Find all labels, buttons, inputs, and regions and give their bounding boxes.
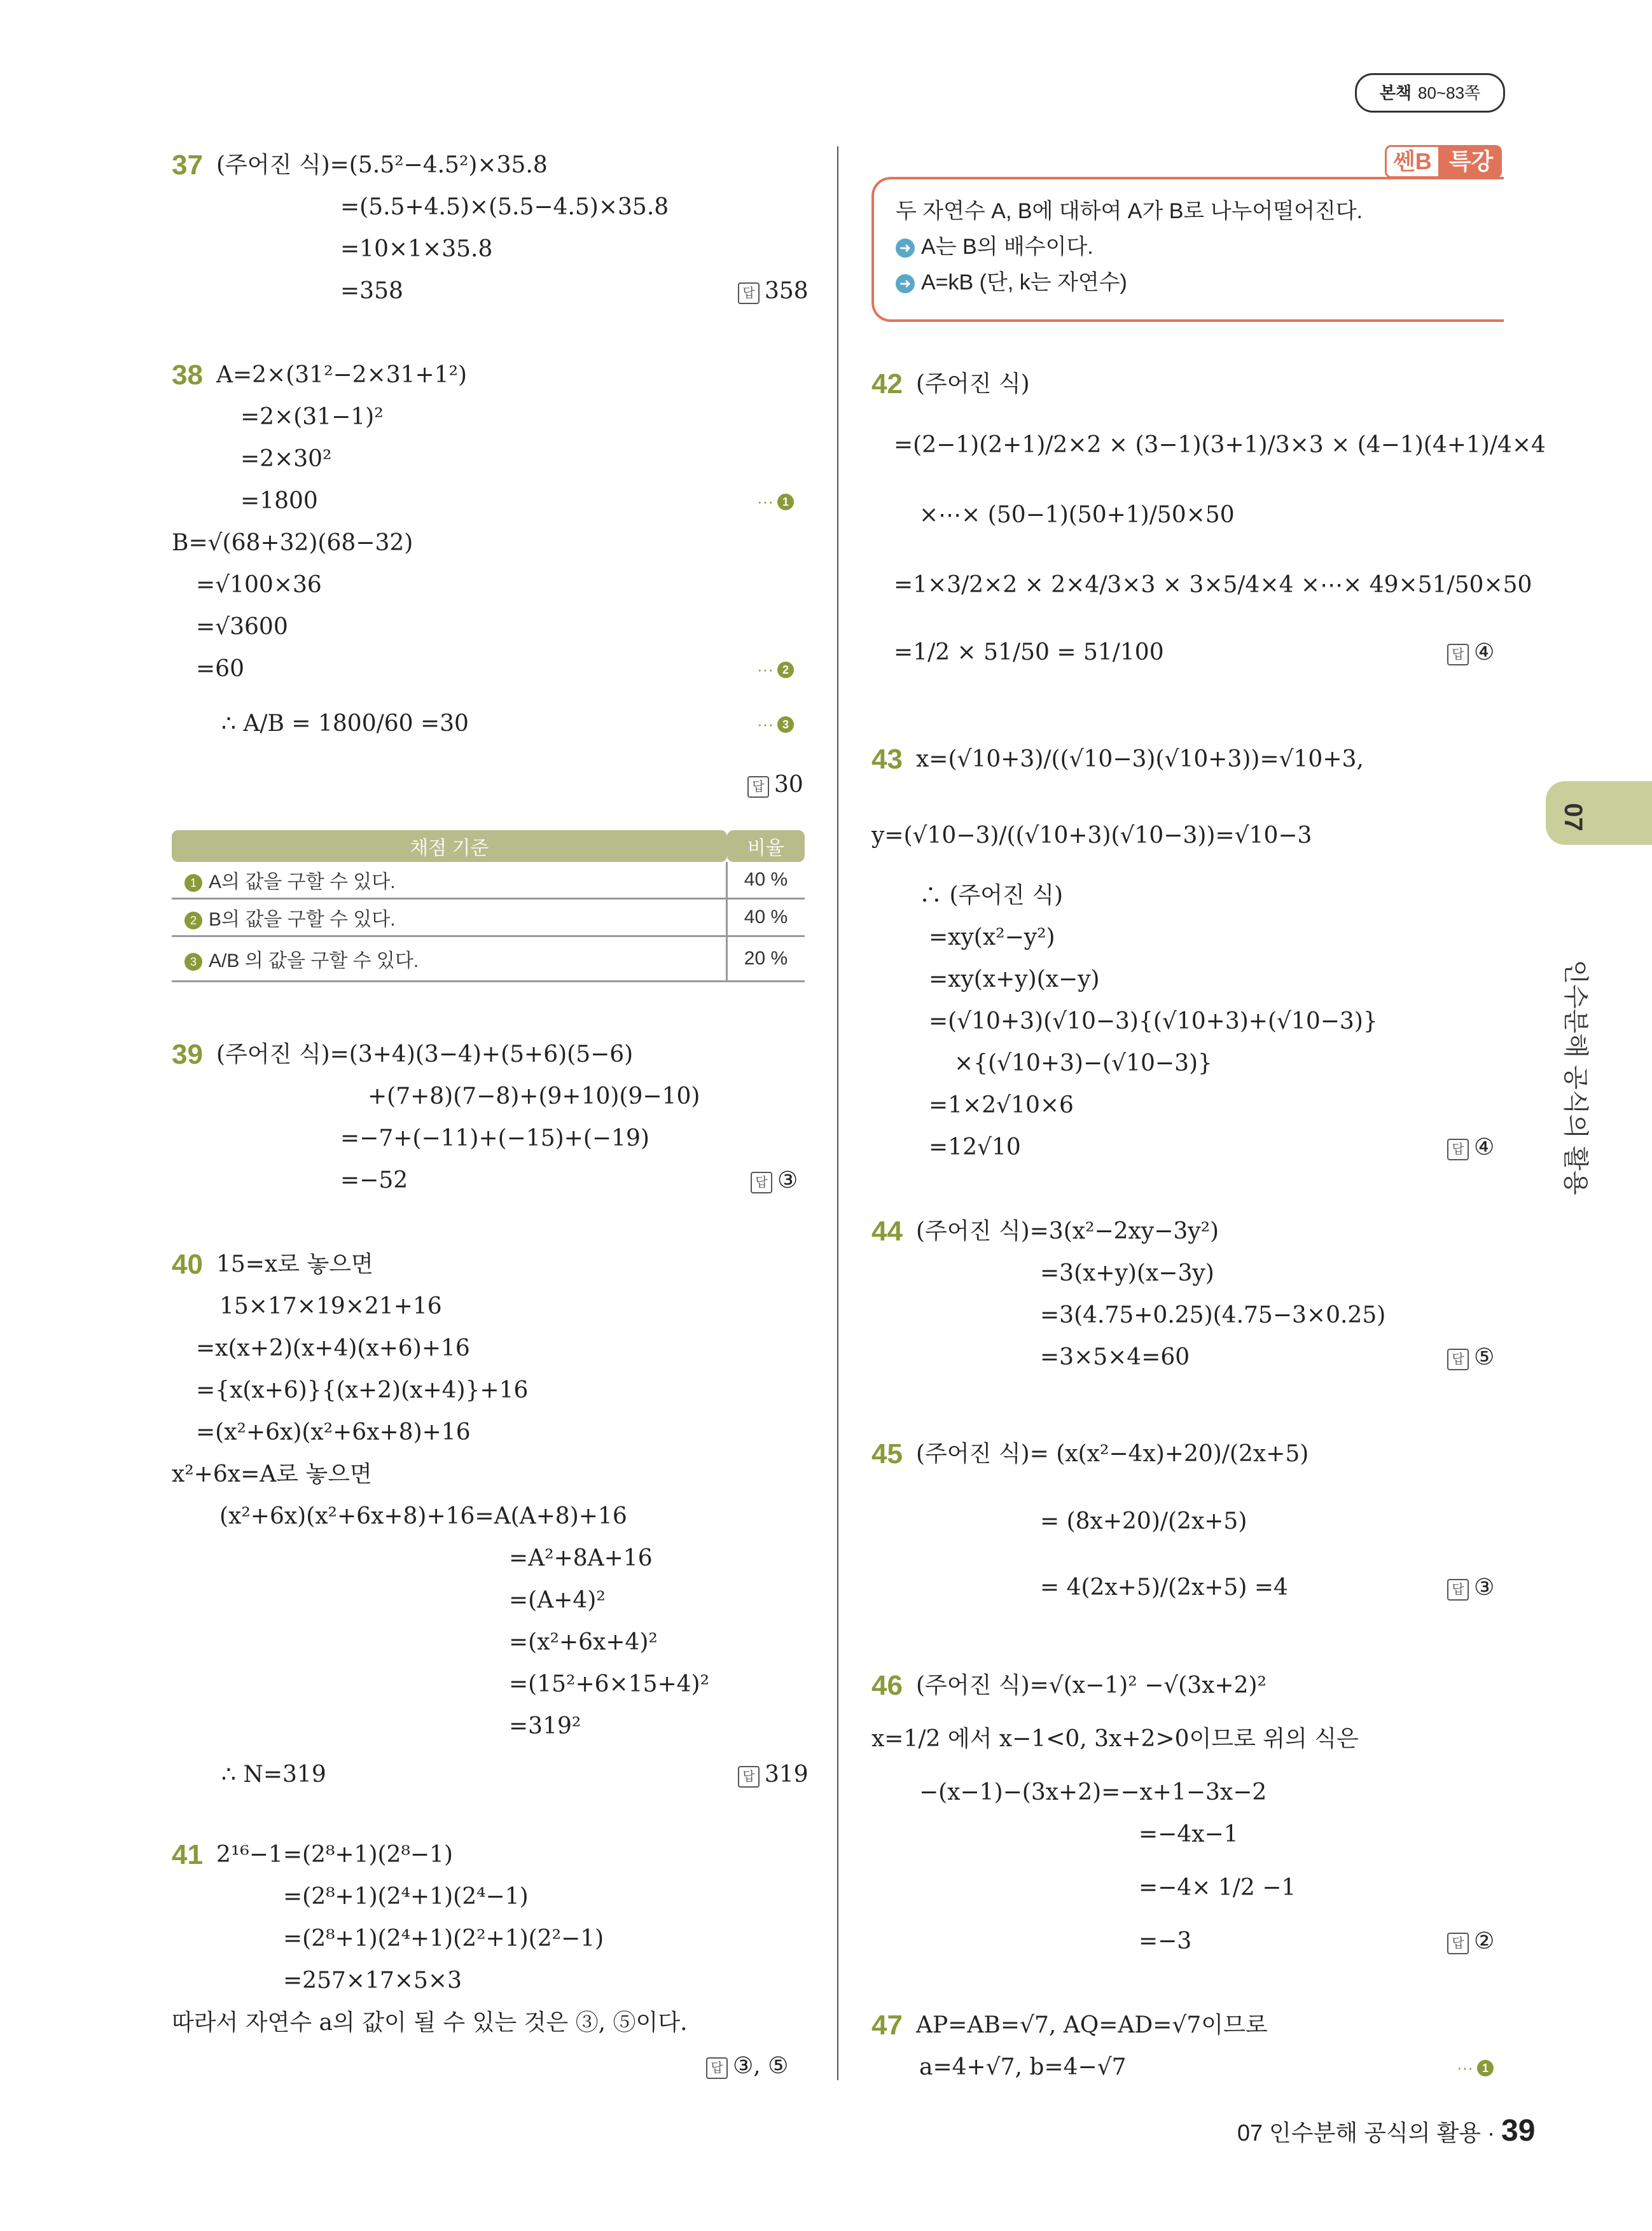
p42-answer: 답 ④ [1447,637,1494,668]
p45-line1: (주어진 식)= (x(x²−4x)+20)/(2x+5) [916,1441,1309,1467]
p41-line5: 따라서 자연수 a의 값이 될 수 있는 것은 ③, ⑤이다. [172,2010,688,2036]
p47-line2: a=4+√7, b=4−√7 [919,2054,1127,2080]
tip-line1: 두 자연수 A, B에 대하여 A가 B로 나누어떨어진다. [896,199,1363,223]
p43-line2: y=(√10−3)/((√10+3)(√10−3))=√10−3 [871,823,1312,849]
p37-answer: 답 358 [738,276,809,307]
p40-line12: =319² [509,1713,581,1739]
tip-line3-row: ➜ A=kB (단, k는 자연수) [896,267,1127,298]
p39-line4: =−52 [340,1167,408,1193]
p38-line9: ∴ A/B = 1800/60 =30 [221,711,469,737]
scoring-criteria-table [172,830,805,982]
p38-line1: A=2×(31²−2×31+1²) [216,362,468,388]
answer-icon: 답 [1447,1349,1469,1370]
p39-line1: (주어진 식)=(3+4)(3−4)+(5+6)(5−6) [216,1041,634,1067]
p41-line4: =257×17×5×3 [283,1968,462,1994]
p38-line2: =2×(31−1)² [240,404,384,430]
answer-icon: 답 [1447,1933,1469,1954]
problem-39-number: 39 [172,1039,203,1070]
p46-answer: 답 ② [1447,1926,1494,1957]
tip-line2-row: ➜ A는 B의 배수이다. [896,232,1093,262]
column-divider [837,146,838,2080]
p44-line3: =3(4.75+0.25)(4.75−3×0.25) [1040,1302,1386,1328]
p43-line1: x=(√10+3)/((√10−3)(√10+3))=√10+3, [916,746,1364,772]
p43-line6: =(√10+3)(√10−3){(√10+3)+(√10−3)} [929,1008,1378,1034]
arrow-right-icon: ➜ [896,274,915,293]
problem-43-number: 43 [871,744,903,775]
p40-answer: 답 319 [738,1760,809,1790]
p42-line1: (주어진 식) [916,371,1030,397]
step-icon: 1 [184,874,202,892]
p38-line4: =1800 [240,488,318,514]
p40-line11: =(15²+6×15+4)² [509,1671,710,1697]
step-2-marker: ··· 2 [757,654,794,685]
step-1-marker: ··· 1 [1457,2052,1494,2083]
p43-line3: ∴ (주어진 식) [919,882,1064,908]
p40-line4: ={x(x+6)}{(x+2)(x+4)}+16 [196,1377,529,1403]
p37-line1: (주어진 식)=(5.5²−4.5²)×35.8 [216,152,548,178]
answer-icon: 답 [1447,1139,1469,1160]
p46-line5: =−4× 1/2 −1 [1139,1875,1296,1901]
ratio-header: 비율 [727,830,805,862]
problem-45-number: 45 [871,1438,903,1470]
p44-answer: 답 ⑤ [1447,1342,1494,1373]
table-row: 1 A의 값을 구할 수 있다. 40 % [172,862,805,899]
p38-answer: 답 30 [747,770,803,800]
table-row: 2 B의 값을 구할 수 있다. 40 % [172,899,805,936]
p45-answer: 답 ③ [1447,1573,1494,1603]
p43-line7: ×{(√10+3)−(√10−3)} [954,1050,1212,1076]
p38-line8: =60 [196,656,244,682]
answer-icon: 답 [706,2057,728,2079]
p38-line6: =√100×36 [196,572,322,598]
p42-line2: =(2−1)(2+1)/2×2 × (3−1)(3+1)/3×3 × (4−1)(4+1)/4×4 [894,432,1546,458]
problem-41-number: 41 [172,1839,203,1870]
step-1-marker: ··· 1 [757,486,794,517]
answer-icon: 답 [747,776,769,798]
p41-line2: =(2⁸+1)(2⁴+1)(2⁴−1) [283,1884,529,1910]
p43-line5: =xy(x+y)(x−y) [929,966,1100,992]
p41-answer: 답 ③, ⑤ [706,2051,788,2082]
chapter-tab-number: 07 [1558,803,1587,831]
arrow-right-icon: ➜ [896,239,915,258]
answer-icon: 답 [738,282,760,304]
p42-line4: =1×3/2×2 × 2×4/3×3 × 3×5/4×4 ×⋯× 49×51/50×50 [894,572,1532,598]
p41-line1: 2¹⁶−1=(2⁸+1)(2⁸−1) [216,1842,453,1868]
answer-icon: 답 [1447,1579,1469,1601]
problem-42-number: 42 [871,368,903,400]
p40-line3: =x(x+2)(x+4)(x+6)+16 [196,1335,470,1361]
tip-tag: 쎈B 특강 [1385,145,1502,178]
p40-line1: 15=x로 놓으면 [216,1251,373,1277]
p45-line3: = 4(2x+5)/(2x+5) =4 [1040,1574,1288,1601]
p39-line2: +(7+8)(7−8)+(9+10)(9−10) [368,1083,700,1109]
criteria-header: 채점 기준 [172,830,727,862]
p38-line5: B=√(68+32)(68−32) [172,530,413,556]
step-icon: 2 [184,912,202,929]
p46-line2: x=1/2 에서 x−1<0, 3x+2>0이므로 위의 식은 [871,1726,1359,1752]
p39-line3: =−7+(−11)+(−15)+(−19) [340,1125,649,1151]
p45-line2: = (8x+20)/(2x+5) [1040,1508,1247,1534]
p43-line9: =12√10 [929,1134,1021,1160]
p37-line3: =10×1×35.8 [340,236,493,262]
p47-line1: AP=AB=√7, AQ=AD=√7이므로 [916,2012,1268,2038]
p41-line3: =(2⁸+1)(2⁴+1)(2²+1)(2²−1) [283,1926,604,1952]
p46-line6: =−3 [1139,1928,1192,1954]
answer-icon: 답 [738,1766,760,1788]
p43-answer: 답 ④ [1447,1132,1494,1163]
p44-line2: =3(x+y)(x−3y) [1040,1260,1214,1286]
p40-line2: 15×17×19×21+16 [219,1293,442,1319]
p38-line7: =√3600 [196,614,288,640]
p46-line1: (주어진 식)=√(x−1)² −√(3x+2)² [916,1672,1267,1699]
p40-line7: (x²+6x)(x²+6x+8)+16=A(A+8)+16 [219,1503,627,1529]
page-footer: 07 인수분해 공식의 활용 · 39 [1237,2114,1536,2148]
p43-line8: =1×2√10×6 [929,1092,1074,1118]
problem-47-number: 47 [871,2010,903,2041]
problem-38-number: 38 [172,359,203,391]
p44-line1: (주어진 식)=3(x²−2xy−3y²) [916,1218,1219,1244]
p40-line8: =A²+8A+16 [509,1545,653,1571]
table-row: 3 A/B 의 값을 구할 수 있다. 20 % [172,936,805,982]
answer-icon: 답 [751,1172,772,1193]
problem-40-number: 40 [172,1249,203,1280]
problem-44-number: 44 [871,1216,903,1247]
step-3-marker: ··· 3 [757,709,794,739]
page-reference: 본책 80~83쪽 [1355,73,1505,113]
page-number: 39 [1501,2114,1536,2148]
p40-line6: x²+6x=A로 놓으면 [172,1461,372,1487]
p37-line2: =(5.5+4.5)×(5.5−4.5)×35.8 [340,194,669,220]
p40-line13: ∴ N=319 [221,1762,326,1788]
p46-line4: =−4x−1 [1139,1821,1239,1847]
p39-answer: 답 ③ [751,1165,798,1196]
p42-line5: =1/2 × 51/50 = 51/100 [894,639,1164,665]
p46-line3: −(x−1)−(3x+2)=−x+1−3x−2 [919,1779,1267,1805]
answer-icon: 답 [1447,644,1469,665]
problem-46-number: 46 [871,1670,903,1701]
p37-line4: =358 [340,278,403,304]
p43-line4: =xy(x²−y²) [929,924,1055,950]
problem-37-number: 37 [172,149,203,181]
p40-line9: =(A+4)² [509,1587,606,1613]
step-icon: 3 [184,953,202,971]
p38-line3: =2×30² [240,446,332,472]
p40-line10: =(x²+6x+4)² [509,1629,658,1655]
p42-line3: ×⋯× (50−1)(50+1)/50×50 [919,502,1235,528]
chapter-tab-title: 인수분해 공식의 활용 [1561,959,1590,1195]
p44-line4: =3×5×4=60 [1040,1344,1190,1370]
p40-line5: =(x²+6x)(x²+6x+8)+16 [196,1419,471,1445]
